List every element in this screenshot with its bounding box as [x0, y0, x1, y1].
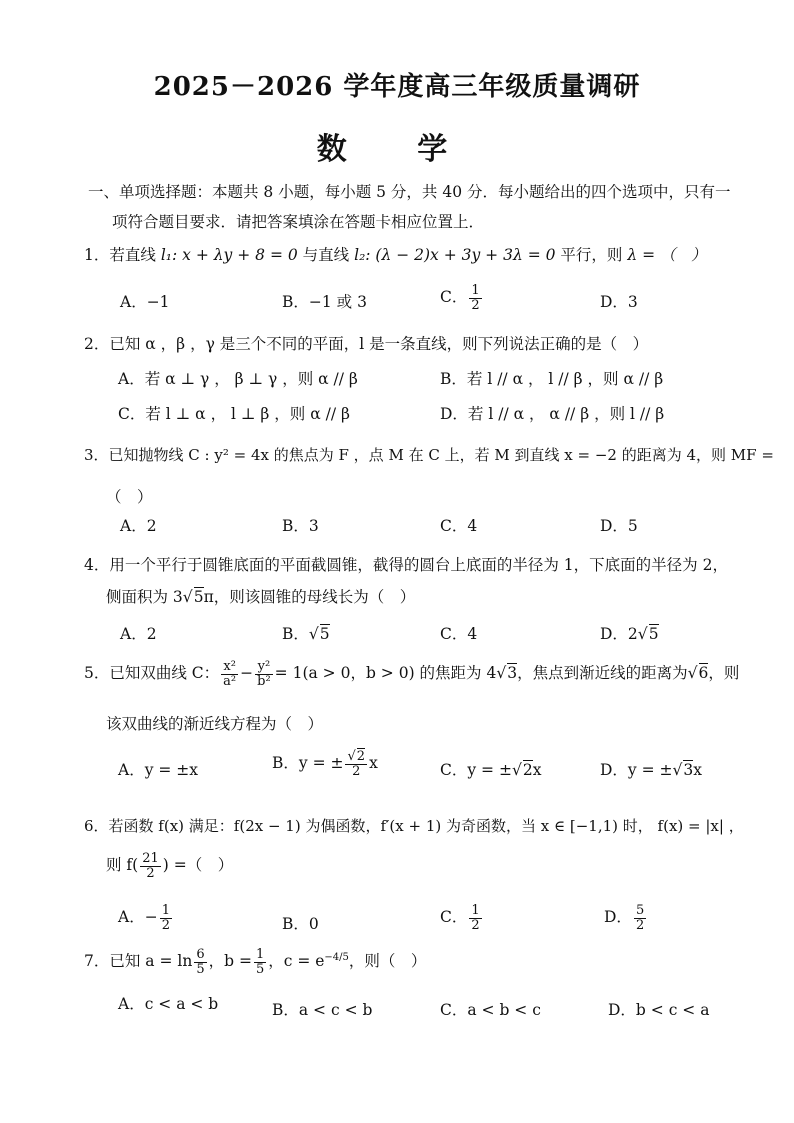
question-5-line2: 该双曲线的渐近线方程为（ ）	[106, 715, 324, 733]
q1-option-c: C． $\frac{1}{2}$	[440, 283, 480, 313]
q7-option-d: D．b < c < a	[608, 1001, 710, 1019]
question-6-line1: 6．若函数 f(x) 满足：f(2x − 1) 为偶函数，f′(x + 1) 为奇函数，当 x ∈ [−1,1) 时， f(x) = |x| ，	[84, 817, 744, 835]
q4-option-c: C．4	[440, 625, 478, 643]
section-heading-line1: 一、单项选择题：本题共 8 小题，每小题 5 分，共 40 分．每小题给出的四个选项中，只有一	[88, 183, 731, 201]
q3-option-b: B．3	[282, 517, 319, 535]
question-4-line2: 侧面积为 3√5π，则该圆锥的母线长为（ ）	[106, 588, 416, 606]
q6-option-c: C． $\frac{1}{2}$	[440, 903, 480, 933]
q6-option-b: B．0	[282, 915, 319, 933]
question-2: 2．已知 α ，β ，γ 是三个不同的平面，l 是一条直线，则下列说法正确的是（ ）	[84, 335, 649, 353]
q5-option-d: D．y = ±√3x	[600, 761, 703, 779]
question-7: 7．已知 a = ln $\frac{6}{5}$ ，b = $\frac{1}{5}$ ，$c = e^{-4/5}$，则（ ）	[84, 947, 427, 977]
q7-option-b: B．a < c < b	[272, 1001, 373, 1019]
q4-option-d: D．2√5	[600, 625, 659, 643]
q3-paren: （ ）	[106, 488, 153, 506]
q2-option-d: D．若 l // α ， α // β ，则 l // β	[440, 405, 665, 423]
q3-option-c: C．4	[440, 517, 478, 535]
q5-option-a: A．y = ±x	[118, 761, 199, 779]
question-6-line2: 则 f( $\frac{21}{2}$ ) =（ ）	[106, 851, 234, 881]
q4-option-a: A．2	[120, 625, 157, 643]
q7-option-c: C．a < b < c	[440, 1001, 541, 1019]
exam-title: 2025－2026 学年度高三年级质量调研	[153, 72, 641, 102]
question-1: 1．若直线 l₁: x + λy + 8 = 0 与直线 l₂: (λ − 2)x + 3y + 3λ = 0 平行，则 λ = （ ）	[84, 246, 707, 264]
q5-option-c: C．y = ±√2x	[440, 761, 542, 779]
section-heading-line2: 项符合题目要求．请把答案填涂在答题卡相应位置上．	[112, 213, 485, 231]
q2-option-b: B．若 l // α ， l // β ，则 α // β	[440, 370, 664, 388]
q5-option-b: B．y = ± $\frac{√2}{2}$ x	[272, 749, 378, 779]
q4-option-b: B．√5	[282, 625, 330, 643]
q6-option-a: A．− $\frac{1}{2}$	[118, 903, 170, 933]
q1-option-a: A．−1	[120, 293, 170, 311]
subject-title: 数 学	[316, 132, 478, 167]
question-5-line1: 5．已知双曲线 C： $\frac{\text{x²}}{\text{a²}}$ − $\frac{\text{y²}}{\text{b²}}$ = 1(a > 0，b > 0) 的焦距为 4√3，焦点到渐近线的距离为√6，则	[84, 659, 740, 689]
question-4-line1: 4．用一个平行于圆锥底面的平面截圆锥，截得的圆台上底面的半径为 1，下底面的半径为 2，	[84, 556, 728, 574]
q1-option-d: D．3	[600, 293, 638, 311]
q3-option-a: A．2	[120, 517, 157, 535]
q2-option-a: A．若 α ⊥ γ ， β ⊥ γ ，则 α // β	[118, 370, 358, 388]
q2-option-c: C．若 l ⊥ α ， l ⊥ β ，则 α // β	[118, 405, 350, 423]
question-3: 3．已知抛物线 C : y² = 4x 的焦点为 F ，点 M 在 C 上，若 M 到直线 x = −2 的距离为 4，则 MF =	[84, 446, 774, 464]
q7-option-a: A．c < a < b	[118, 995, 219, 1013]
q6-option-d: D． $\frac{5}{2}$	[604, 903, 645, 933]
q3-option-d: D．5	[600, 517, 638, 535]
q1-option-b: B．−1 或 3	[282, 293, 367, 311]
